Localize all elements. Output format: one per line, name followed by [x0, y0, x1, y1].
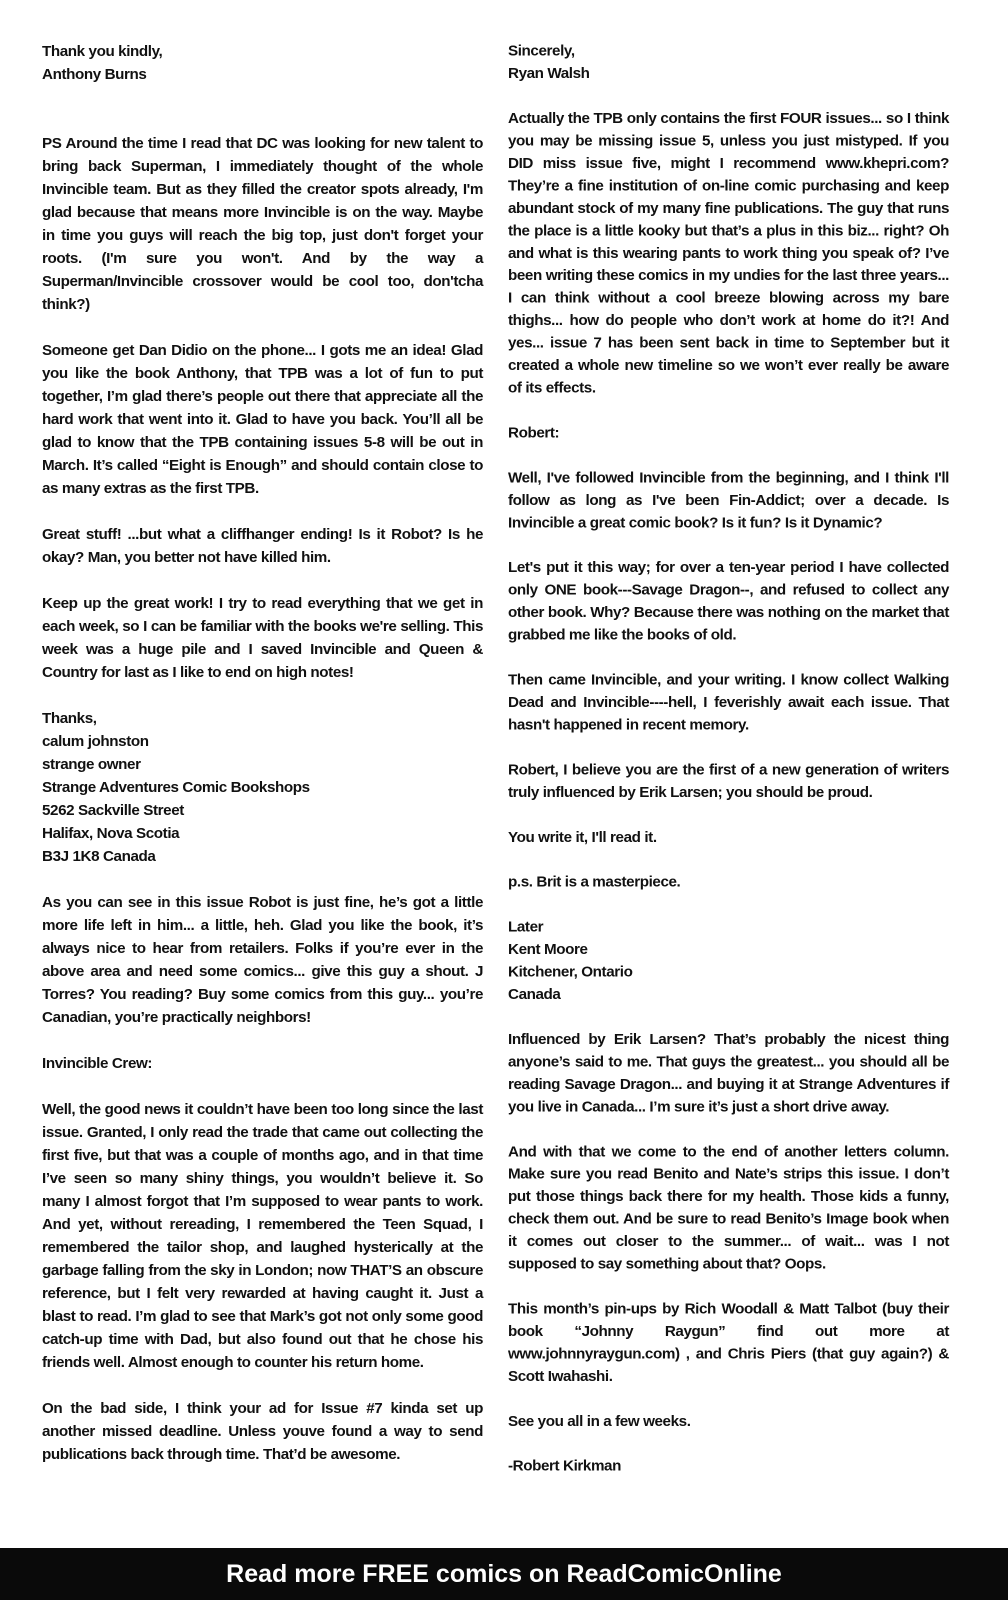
closing-paragraph: And with that we come to the end of another letters column. Make sure you read Benito and Nate’s strips this issue. I don’t put those things back there for my health. Those kids a funny, check them out. And be sure to read Benito’s Image book when it comes out closer to the summer... of wait... was I not supposed to say something about that? Oops.	[508, 1143, 949, 1273]
letter-salutation: Invincible Crew:	[42, 1055, 153, 1072]
editor-reply: Influenced by Erik Larsen? That’s probably the nicest thing anyone’s said to me. That guys the greatest... you should all be reading Savage Dragon... and buying it at Strange Adventures if you live in Canada... I’m sure it’s just a short drive away.	[508, 1031, 949, 1116]
signoff-line: Halifax, Nova Scotia	[42, 825, 180, 842]
letter-postscript: p.s. Brit is a masterpiece.	[508, 874, 681, 891]
signoff-line: Thank you kindly,	[42, 43, 163, 60]
signoff-line: B3J 1K8 Canada	[42, 848, 156, 865]
closing-paragraph: This month’s pin-ups by Rich Woodall & Matt Talbot (buy their book “Johnny Raygun” find out more at www.johnnyraygun.com) , and Chris Piers (that guy again?) & Scott Iwahashi.	[508, 1300, 949, 1385]
signoff-line: Kent Moore	[508, 941, 588, 959]
signoff-line: Sincerely,	[508, 42, 575, 60]
footer-banner[interactable]	[0, 1548, 1008, 1600]
letter-paragraph: Keep up the great work! I try to read everything that we get in each week, so I can be familiar with the books we're selling. This week was a huge pile and I saved Invincible and Queen & Country for last as I like to end on high notes!	[42, 595, 483, 681]
signoff-anthony-burns	[42, 40, 483, 86]
letter-paragraph: On the bad side, I think your ad for Issue #7 kinda set up another missed deadline. Unless youve found a way to send publications back through time. That’d be awesome.	[42, 1400, 483, 1463]
editor-signature: -Robert Kirkman	[508, 1458, 621, 1475]
signoff-line: Canada	[508, 986, 561, 1003]
editor-reply: As you can see in this issue Robot is just fine, he’s got a little more life left in him... a little, heh. Glad you like the book, it’s always nice to hear from retailers. Folks if you’re ever in the above area and need some comics... give this guy a shout. J Torres? You reading? Buy some comics from this guy... you’re Canadian, you’re practically neighbors!	[42, 894, 483, 1026]
right-column	[508, 40, 949, 1500]
editor-reply: Someone get Dan Didio on the phone... I gots me an idea! Glad you like the book Anthony, that TPB was a lot of fun to put together, I’m glad there’s people out there that appreciate all the hard work that went into it. Glad to have you back. You’ll all be glad to know that the TPB containing issues 5-8 will be out in March. It’s called “Eight is Enough” and should contain close to as many extras as the first TPB.	[42, 342, 483, 497]
signoff-line: Ryan Walsh	[508, 65, 590, 82]
letter-salutation: Robert:	[508, 424, 560, 442]
editor-reply: Actually the TPB only contains the first FOUR issues... so I think you may be missing issue 5, unless you just mistyped. If you DID miss issue five, might I recommend www.khepri.com? They’re a fine institution of on-line comic purchasing and keep abundant stock of my many fine publications. The guy that runs the place is a little kooky but that’s a plus in this biz... right? Oh and what is this wearing pants to work thing you speak of? I’ve been writing these comics in my undies for the last three years... I can think without a cool breeze blowing across my bare thighs... how do people who don’t work at home do it?! And yes... issue 7 has been sent back in time to September but it created a whole new timeline so we won’t ever really be aware of its effects.	[508, 110, 949, 397]
left-column	[42, 40, 483, 1489]
letter-paragraph: You write it, I'll read it.	[508, 829, 657, 846]
signoff-line: Strange Adventures Comic Bookshops	[42, 779, 310, 796]
signoff-line: Thanks,	[42, 710, 97, 727]
signoff-line: Later	[508, 918, 544, 936]
letter-paragraph: Then came Invincible, and your writing. I know collect Walking Dead and Invincible----hell, I feverishly await each issue. That hasn't happened in recent memory.	[508, 671, 949, 734]
signoff-line: strange owner	[42, 756, 141, 773]
letter-paragraph: PS Around the time I read that DC was looking for new talent to bring back Superman, I immediately thought of the whole Invincible team. But as they filled the creator spots already, I'm glad because that means more Invincible is on the way. Maybe in time you guys will reach the big top, just don't forget your roots. (I'm sure you won't. And by the way a Superman/Invincible crossover would be cool too, don'tcha think?)	[42, 135, 483, 313]
footer-text[interactable]: Read more FREE comics on ReadComicOnline	[226, 1559, 782, 1588]
signoff-kent-moore	[508, 916, 949, 1006]
signoff-ryan-walsh	[508, 40, 949, 85]
letter-paragraph: Great stuff! ...but what a cliffhanger ending! Is it Robot? Is he okay? Man, you better not have killed him.	[42, 526, 483, 566]
letter-paragraph: Well, I've followed Invincible from the beginning, and I think I'll follow as long as I've been Fin-Addict; over a decade. Is Invincible a great comic book? Is it fun? Is it Dynamic?	[508, 469, 949, 532]
signoff-line: 5262 Sackville Street	[42, 802, 184, 819]
letter-paragraph: Robert, I believe you are the first of a new generation of writers truly influenced by Erik Larsen; you should be proud.	[508, 761, 949, 801]
signoff-line: Anthony Burns	[42, 66, 147, 83]
signoff-calum-johnston	[42, 707, 483, 868]
signoff-line: calum johnston	[42, 733, 149, 750]
closing-paragraph: See you all in a few weeks.	[508, 1413, 691, 1430]
letter-paragraph: Let's put it this way; for over a ten-year period I have collected only ONE book---Savage Dragon--, and refused to collect any other book. Why? Because there was nothing on the market that grabbed me like the books of old.	[508, 559, 949, 644]
letter-paragraph: Well, the good news it couldn’t have been too long since the last issue. Granted, I only read the trade that came out collecting the first five, but that was a couple of months ago, and in that time I’ve seen so many shiny things, you wouldn’t believe it. So many I almost forgot that I’m supposed to wear pants to work. And yet, without rereading, I remembered the Teen Squad, I remembered the tailor shop, and laughed hysterically at the garbage falling from the sky in London; now THAT’S an obscure reference, but I felt very rewarded at having caught it. Just a blast to read. I’m glad to see that Mark’s got not only some good catch-up time with Dad, but also found out that he chose his friends well. Almost enough to counter his return home.	[42, 1101, 483, 1371]
signoff-line: Kitchener, Ontario	[508, 963, 633, 981]
